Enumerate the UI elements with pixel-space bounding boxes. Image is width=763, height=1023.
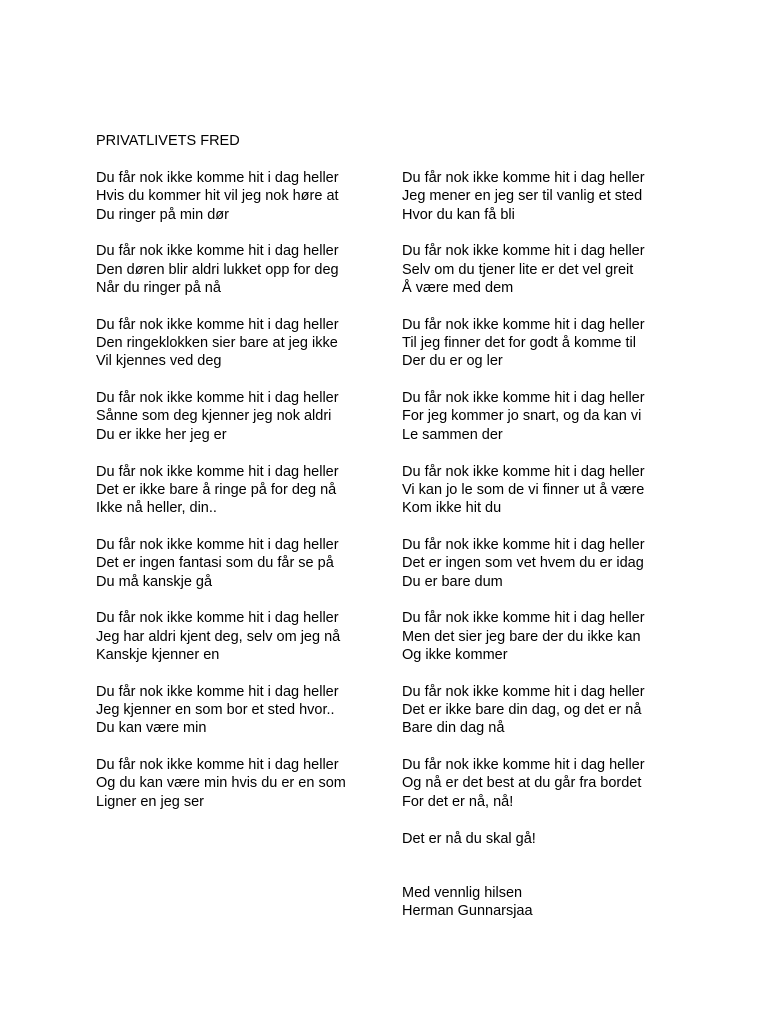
poem-line: Og du kan være min hvis du er en som xyxy=(96,775,346,792)
signoff xyxy=(402,884,702,921)
poem-line: Jeg har aldri kjent deg, selv om jeg nå xyxy=(96,628,341,645)
poem-line: Og ikke kommer xyxy=(402,646,508,663)
poem-line: Det er ingen fantasi som du får se på xyxy=(96,555,334,572)
poem-line: Kanskje kjenner en xyxy=(96,646,220,663)
stanza xyxy=(402,169,702,224)
stanza xyxy=(96,756,396,811)
poem-line: Jeg kjenner en som bor et sted hvor.. xyxy=(96,702,335,719)
poem-line: Du får nok ikke komme hit i dag heller xyxy=(96,170,339,186)
poem-line: Hvor du kan få bli xyxy=(402,206,515,223)
poem-line: Du får nok ikke komme hit i dag heller xyxy=(96,390,339,407)
poem-line: Når du ringer på nå xyxy=(96,279,221,296)
poem-line: Ligner en jeg ser xyxy=(96,793,205,810)
poem-line: Du må kanskje gå xyxy=(96,573,213,590)
poem-line: Du er ikke her jeg er xyxy=(96,426,227,443)
poem-line: Du er bare dum xyxy=(402,573,503,590)
poem-line: Du får nok ikke komme hit i dag heller xyxy=(402,463,645,480)
poem-line: Det er ikke bare din dag, og det er nå xyxy=(402,702,642,719)
right-column xyxy=(402,169,702,920)
stanza xyxy=(96,536,396,591)
stanza xyxy=(402,389,702,444)
poem-line: Ikke nå heller, din.. xyxy=(96,500,217,517)
stanza xyxy=(96,463,396,518)
stanza xyxy=(402,609,702,664)
signoff-greeting: Med vennlig hilsen xyxy=(402,884,523,901)
poem-line: Vi kan jo le som de vi finner ut å være xyxy=(402,481,645,498)
poem-line: Du får nok ikke komme hit i dag heller xyxy=(96,610,339,627)
stanza xyxy=(96,609,396,664)
poem-line: Du får nok ikke komme hit i dag heller xyxy=(402,390,645,407)
poem-line: Du får nok ikke komme hit i dag heller xyxy=(402,610,645,627)
stanza xyxy=(96,169,396,224)
poem-title: PRIVATLIVETS FRED xyxy=(96,133,240,149)
poem-line: Du får nok ikke komme hit i dag heller xyxy=(402,683,645,700)
poem-line: Jeg mener en jeg ser til vanlig et sted xyxy=(402,188,643,205)
stanza xyxy=(402,242,702,297)
poem-line: Le sammen der xyxy=(402,426,503,443)
poem-line: Den døren blir aldri lukket opp for deg xyxy=(96,261,339,278)
stanza xyxy=(96,316,396,371)
stanza xyxy=(96,389,396,444)
poem-line: Hvis du kommer hit vil jeg nok høre at xyxy=(96,188,339,205)
stanza xyxy=(402,316,702,371)
poem-line: Kom ikke hit du xyxy=(402,500,502,517)
stanza xyxy=(402,536,702,591)
poem-line: Du får nok ikke komme hit i dag heller xyxy=(96,757,339,774)
poem-line: Vil kjennes ved deg xyxy=(96,353,222,370)
poem-line: Sånne som deg kjenner jeg nok aldri xyxy=(96,408,332,425)
poem-line: Men det sier jeg bare der du ikke kan xyxy=(402,628,641,645)
stanza xyxy=(96,683,396,738)
poem-line: Du får nok ikke komme hit i dag heller xyxy=(96,683,339,700)
poem-line: Du får nok ikke komme hit i dag heller xyxy=(96,243,339,260)
poem-line: Du får nok ikke komme hit i dag heller xyxy=(402,536,645,553)
poem-line: Og nå er det best at du går fra bordet xyxy=(402,775,642,792)
poem-line: Det er ingen som vet hvem du er idag xyxy=(402,555,644,572)
poem-line: Den ringeklokken sier bare at jeg ikke xyxy=(96,335,338,352)
poem-line: Du får nok ikke komme hit i dag heller xyxy=(96,463,339,480)
stanza xyxy=(402,830,702,848)
poem-line: Selv om du tjener lite er det vel greit xyxy=(402,261,634,278)
poem-line: Bare din dag nå xyxy=(402,720,505,737)
left-column xyxy=(96,169,396,830)
stanza xyxy=(402,683,702,738)
poem-line: Du får nok ikke komme hit i dag heller xyxy=(402,757,645,774)
poem-line: Du får nok ikke komme hit i dag heller xyxy=(96,536,339,553)
poem-line: Det er ikke bare å ringe på for deg nå xyxy=(96,481,337,498)
poem-line: Du får nok ikke komme hit i dag heller xyxy=(402,243,645,260)
poem-line: Der du er og ler xyxy=(402,353,503,370)
signoff-name: Herman Gunnarsjaa xyxy=(402,903,533,920)
stanza xyxy=(96,242,396,297)
poem-line: Du får nok ikke komme hit i dag heller xyxy=(96,316,339,333)
poem-line: Du får nok ikke komme hit i dag heller xyxy=(402,316,645,333)
poem-line: Du får nok ikke komme hit i dag heller xyxy=(402,170,645,186)
poem-line: For jeg kommer jo snart, og da kan vi xyxy=(402,408,642,425)
poem-line: For det er nå, nå! xyxy=(402,793,514,810)
poem-line: Til jeg finner det for godt å komme til xyxy=(402,335,636,352)
poem-line: Du ringer på min dør xyxy=(96,206,229,223)
poem-line: Du kan være min xyxy=(96,720,207,737)
poem-line: Det er nå du skal gå! xyxy=(402,830,536,847)
stanza xyxy=(402,756,702,811)
stanza xyxy=(402,463,702,518)
poem-line: Å være med dem xyxy=(402,279,514,296)
